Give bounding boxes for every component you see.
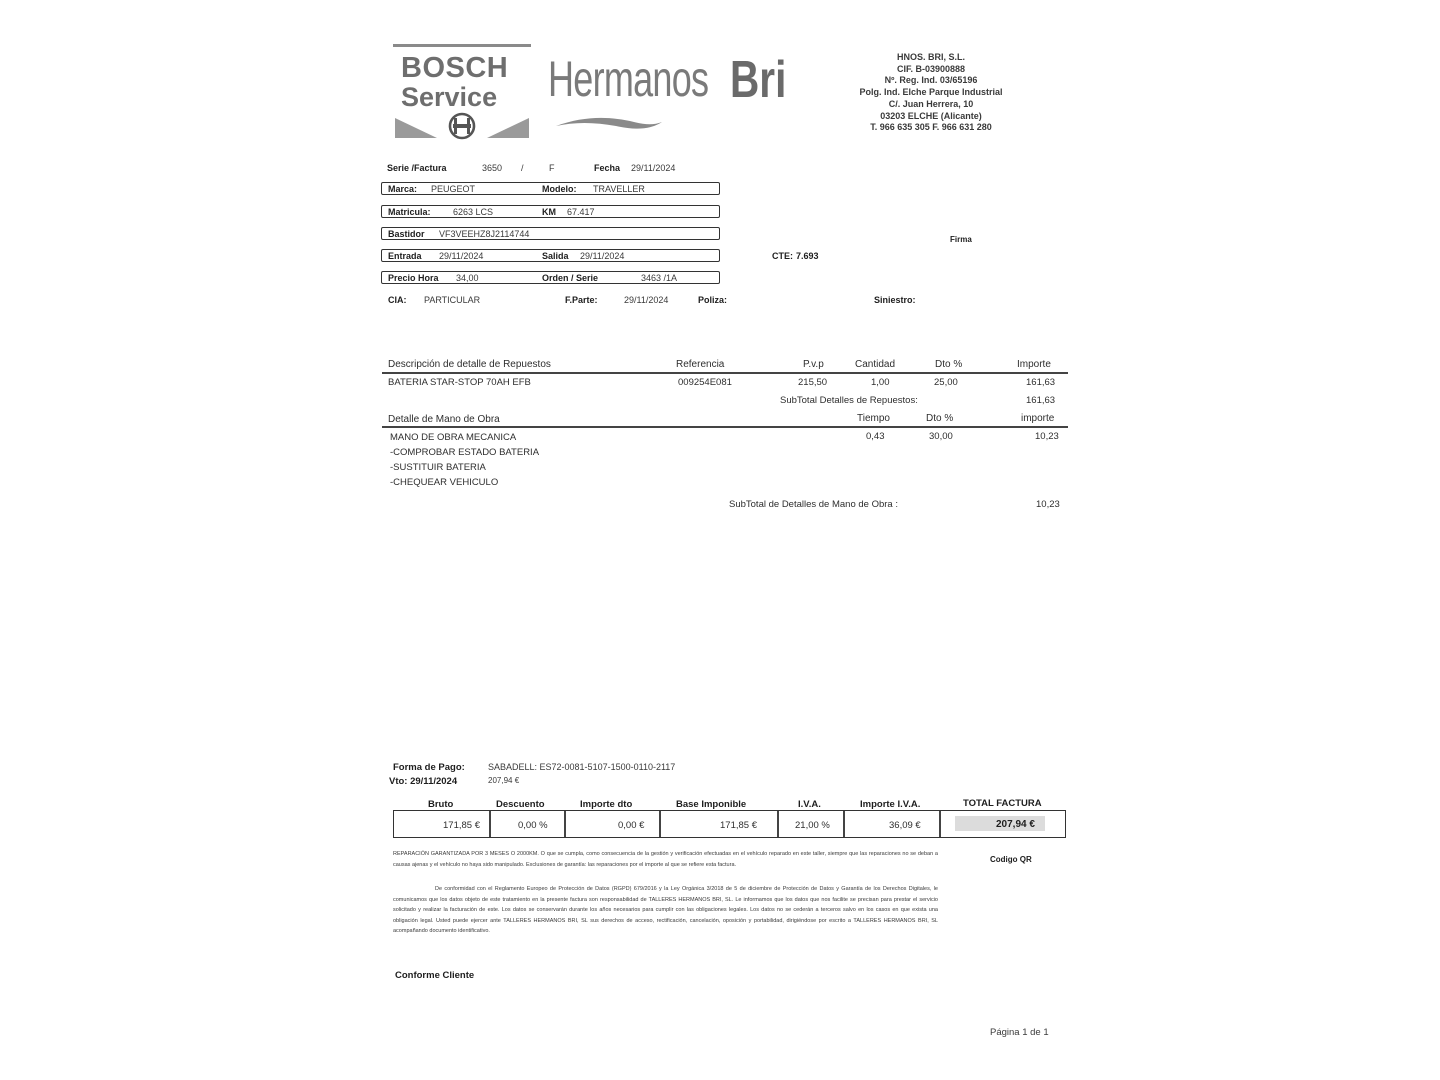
totals-header-bruto: Bruto xyxy=(428,799,454,810)
vencimiento-amount: 207,94 € xyxy=(488,776,520,785)
mano-obra-subtotal-value: 10,23 xyxy=(1036,499,1060,510)
mano-obra-tiempo: 0,43 xyxy=(866,431,885,442)
firma-label: Firma xyxy=(950,235,972,244)
company-ciudad: 03203 ELCHE (Alicante) xyxy=(880,110,982,121)
forma-pago-label: Forma de Pago: xyxy=(393,762,465,773)
mano-obra-dto: 30,00 xyxy=(929,431,953,442)
company-calle: C/. Juan Herrera, 10 xyxy=(888,98,974,109)
siniestro-label: Siniestro: xyxy=(874,295,916,305)
serie-factura-number: 3650 xyxy=(482,163,503,173)
company-poligono: Polg. Ind. Elche Parque Industrial xyxy=(859,87,1003,98)
repuesto-dto: 25,00 xyxy=(934,377,958,388)
fecha-value: 29/11/2024 xyxy=(631,163,676,173)
orden-serie-label: Orden / Serie xyxy=(542,273,599,283)
mano-obra-header-tiempo: Tiempo xyxy=(857,413,890,424)
repuestos-header-rule xyxy=(382,372,1068,374)
bosch-wordmark: BOSCH xyxy=(401,52,509,84)
codigo-qr-label: Codigo QR xyxy=(990,855,1032,864)
mano-obra-header-importe: importe xyxy=(1021,413,1055,424)
list-item: -COMPROBAR ESTADO BATERIA xyxy=(390,447,540,458)
totals-divider xyxy=(489,811,491,837)
repuesto-cantidad: 1,00 xyxy=(871,377,890,388)
serie-letra: F xyxy=(549,163,555,173)
mano-obra-desc: MANO DE OBRA MECANICA xyxy=(390,432,517,443)
list-item: -SUSTITUIR BATERIA xyxy=(390,462,486,473)
matricula-value: 6263 LCS xyxy=(453,207,494,217)
precio-hora-value: 34,00 xyxy=(456,273,479,283)
cte-label: CTE: xyxy=(772,251,793,261)
totals-divider xyxy=(939,811,941,837)
cia-value: PARTICULAR xyxy=(424,295,481,305)
totals-divider xyxy=(843,811,845,837)
service-wordmark: Service xyxy=(401,82,498,112)
repuesto-desc: BATERIA STAR-STOP 70AH EFB xyxy=(388,377,531,388)
total-base-imponible: 171,85 € xyxy=(720,820,757,831)
wave-swoosh-icon xyxy=(554,114,664,134)
orden-serie-value: 3463 /1A xyxy=(641,273,678,283)
hermanos-wordmark: Hermanos xyxy=(548,51,709,107)
hermanos-bri-logo xyxy=(548,50,818,140)
list-item: -CHEQUEAR VEHICULO xyxy=(390,477,499,488)
fecha-parte-label: F.Parte: xyxy=(565,295,598,305)
modelo-value: TRAVELLER xyxy=(593,184,645,194)
km-label: KM xyxy=(542,207,556,217)
totals-header-total: TOTAL FACTURA xyxy=(963,798,1042,809)
total-iva-percent: 21,00 % xyxy=(795,820,830,831)
repuestos-subtotal-label: SubTotal Detalles de Repuestos: xyxy=(780,395,918,406)
serie-separator: / xyxy=(521,163,524,173)
repuestos-header-desc: Descripción de detalle de Repuestos xyxy=(388,359,551,370)
entrada-label: Entrada xyxy=(388,251,422,261)
poliza-label: Poliza: xyxy=(698,295,728,305)
totals-divider xyxy=(564,811,566,837)
total-importe-dto: 0,00 € xyxy=(618,820,645,831)
repuestos-header-dto: Dto % xyxy=(935,359,963,370)
mano-obra-subtotal-label: SubTotal de Detalles de Mano de Obra : xyxy=(729,499,898,510)
km-value: 67.417 xyxy=(567,207,595,217)
repuesto-importe: 161,63 xyxy=(1026,377,1056,388)
privacy-text: De conformidad con el Reglamento Europeo de Protección de Datos (RGPD) 679/2016 y la Ley Orgánica 3/2018 de 5 de diciembre de Protección de Datos y Garantía de los Derechos Digitales, le comunicamos que los datos objeto de este tratamiento en la presente factura son responsabilidad de TALLERES HERMANOS BRI, SL. Le informamos que los datos que nos facilite se precisan para prestar el servicio solicitado y realizar la facturación de este. Los datos se conservarán durante los años necesarios para cumplir con las obligaciones legales. Los datos no se cederán a terceros salvo en los casos en que exista una obligación legal. Usted puede ejercer ante TALLERES HERMANOS BRI, SL sus derechos de acceso, rectificación, cancelación, oposición y portabilidad, dirigiéndose por escrito a TALLERES HERMANOS BRI, SL acompañando documento identificativo. xyxy=(393,886,938,934)
repuestos-header-cantidad: Cantidad xyxy=(855,359,896,370)
modelo-label: Modelo: xyxy=(542,184,577,194)
forma-pago-value: SABADELL: ES72-0081-5107-1500-0110-2117 xyxy=(488,762,676,772)
serie-factura-label: Serie /Factura xyxy=(387,163,447,173)
warranty-text: REPARACIÓN GARANTIZADA POR 3 MESES O 2000KM. O que se cumpla, como consecuencia de la gestión y verificación efectuadas en el vehículo reparado en este taller, siempre que las reparaciones no se deban a causas ajenas y el vehículo no haya sido manipulado. Exclusiones de garantía: las reparaciones por el importe al que se refiere esta factura. xyxy=(393,851,938,868)
total-descuento: 0,00 % xyxy=(518,820,548,831)
mano-obra-header-desc: Detalle de Mano de Obra xyxy=(388,414,500,425)
totals-header-iva: I.V.A. xyxy=(798,799,821,810)
company-name: HNOS. BRI, S.L. xyxy=(896,52,965,62)
totals-header-importe-dto: Importe dto xyxy=(580,799,633,810)
salida-label: Salida xyxy=(542,251,569,261)
bosch-service-logo xyxy=(393,44,531,140)
mano-obra-header-dto: Dto % xyxy=(926,413,954,424)
totals-header-descuento: Descuento xyxy=(496,799,545,810)
entrada-value: 29/11/2024 xyxy=(439,251,484,261)
bosch-armature-icon xyxy=(393,112,531,140)
bastidor-value: VF3VEEHZ8J2114744 xyxy=(439,229,530,239)
repuesto-pvp: 215,50 xyxy=(798,377,828,388)
cia-label: CIA: xyxy=(388,295,407,305)
totals-header-base: Base Imponible xyxy=(676,799,747,810)
bastidor-box xyxy=(381,227,720,240)
matricula-label: Matricula: xyxy=(388,207,431,217)
cte-value: 7.693 xyxy=(796,251,819,261)
page-number: Página 1 de 1 xyxy=(990,1027,1049,1038)
repuestos-header-ref: Referencia xyxy=(676,359,725,370)
totals-divider xyxy=(777,811,779,837)
mano-obra-header-rule xyxy=(382,426,1068,428)
repuesto-ref: 009254E081 xyxy=(678,377,732,388)
total-importe-iva: 36,09 € xyxy=(889,820,921,831)
conforme-cliente-label: Conforme Cliente xyxy=(395,970,475,981)
company-cif: CIF. B-03900888 xyxy=(896,63,966,74)
marca-label: Marca: xyxy=(388,184,418,194)
precio-hora-label: Precio Hora xyxy=(388,273,439,283)
bri-wordmark: Bri xyxy=(730,51,787,109)
total-factura: 207,94 € xyxy=(996,819,1035,830)
mano-obra-importe: 10,23 xyxy=(1035,431,1059,442)
fecha-parte-value: 29/11/2024 xyxy=(624,295,669,305)
company-telefono: T. 966 635 305 F. 966 631 280 xyxy=(870,122,992,133)
repuestos-header-importe: Importe xyxy=(1017,359,1051,370)
totals-divider xyxy=(659,811,661,837)
marca-value: PEUGEOT xyxy=(431,184,476,194)
bastidor-label: Bastidor xyxy=(388,229,425,239)
fecha-label: Fecha xyxy=(594,163,621,173)
repuestos-header-pvp: P.v.p xyxy=(803,359,824,370)
totals-header-importe-iva: Importe I.V.A. xyxy=(860,799,921,810)
vencimiento-label: Vto: 29/11/2024 xyxy=(389,776,458,787)
repuestos-subtotal-value: 161,63 xyxy=(1026,395,1056,406)
total-bruto: 171,85 € xyxy=(443,820,480,831)
salida-value: 29/11/2024 xyxy=(580,251,625,261)
company-info xyxy=(836,52,1026,134)
company-registro: Nº. Reg. Ind. 03/65196 xyxy=(884,75,978,86)
